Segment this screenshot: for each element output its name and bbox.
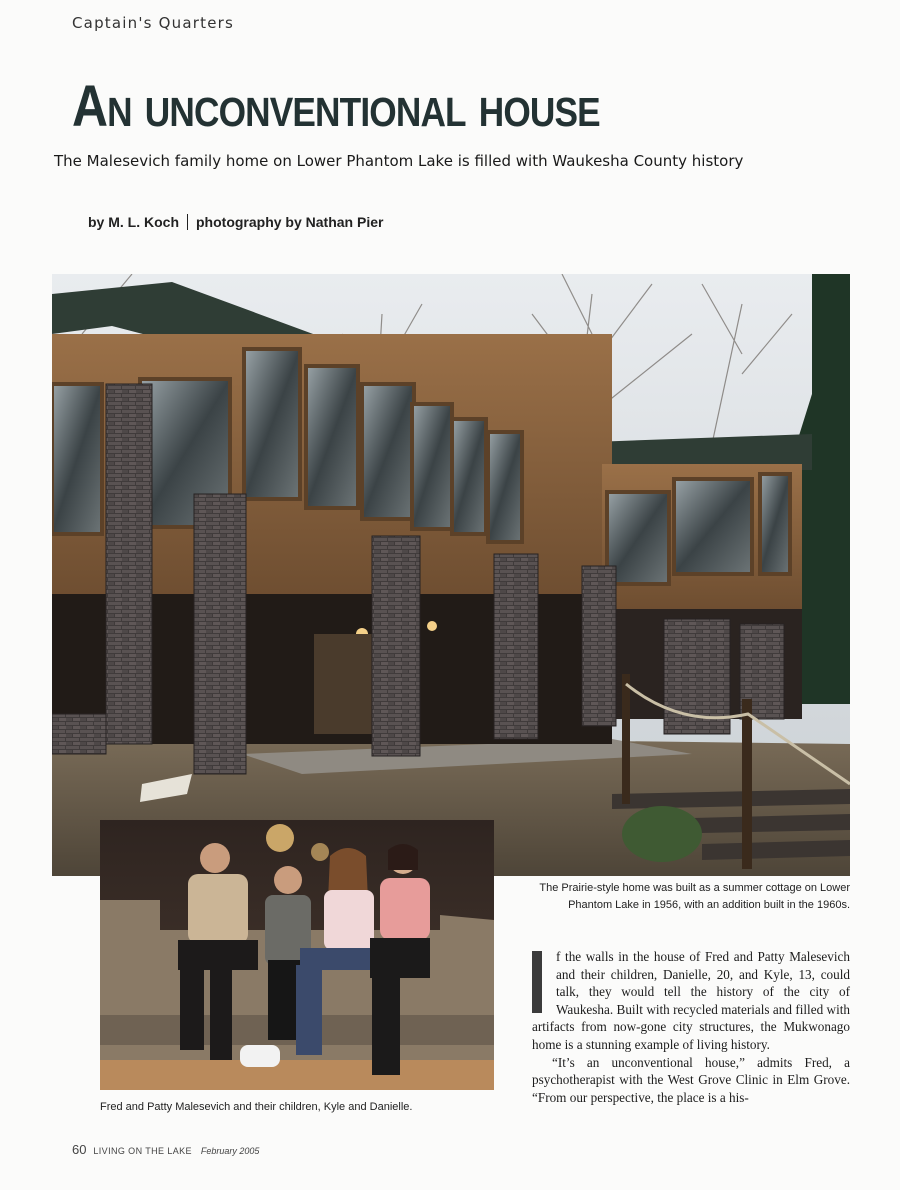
issue-date: February 2005 bbox=[200, 1146, 260, 1156]
byline-divider bbox=[187, 214, 188, 230]
inset-photo-caption: Fred and Patty Malesevich and their children, Kyle and Danielle. bbox=[100, 1101, 413, 1113]
paragraph-1-text: f the walls in the house of Fred and Patty Malesevich and their children, Danielle, 20, and Kyle, 13, could talk, they would tell the history of the city of Waukesha. Built with recycled materials and filled with artifacts from now-gone city structures, the Mukwonago home is a stunning example of living history. bbox=[532, 949, 850, 1052]
paragraph-2-text: “It’s an unconventional house,” admits Fred, a psychotherapist with the West Grove Clinic in Elm Grove. “From our perspective, the place is a his- bbox=[532, 1054, 850, 1105]
photography-credit: photography by Nathan Pier bbox=[196, 214, 384, 230]
main-photo-caption: The Prairie-style home was built as a summer cottage on Lower Phantom Lake in 1956, with an addition built in the 1960s. bbox=[539, 882, 850, 911]
publication-name: LIVING ON THE LAKE bbox=[93, 1146, 192, 1156]
page-footer bbox=[72, 1142, 259, 1157]
article-paragraph bbox=[532, 948, 850, 1054]
house-photo bbox=[52, 274, 850, 876]
article-body bbox=[532, 948, 850, 1106]
family-photo bbox=[100, 820, 494, 1090]
page-number: 60 bbox=[72, 1142, 87, 1157]
author-credit: by M. L. Koch bbox=[88, 214, 179, 230]
article-paragraph bbox=[532, 1054, 850, 1107]
headline: An unconventional house bbox=[72, 74, 600, 139]
section-label: Captain's Quarters bbox=[72, 14, 235, 32]
drop-cap bbox=[532, 951, 542, 1013]
deck-subtitle: The Malesevich family home on Lower Phantom Lake is filled with Waukesha County history bbox=[54, 152, 744, 170]
byline bbox=[88, 214, 383, 230]
